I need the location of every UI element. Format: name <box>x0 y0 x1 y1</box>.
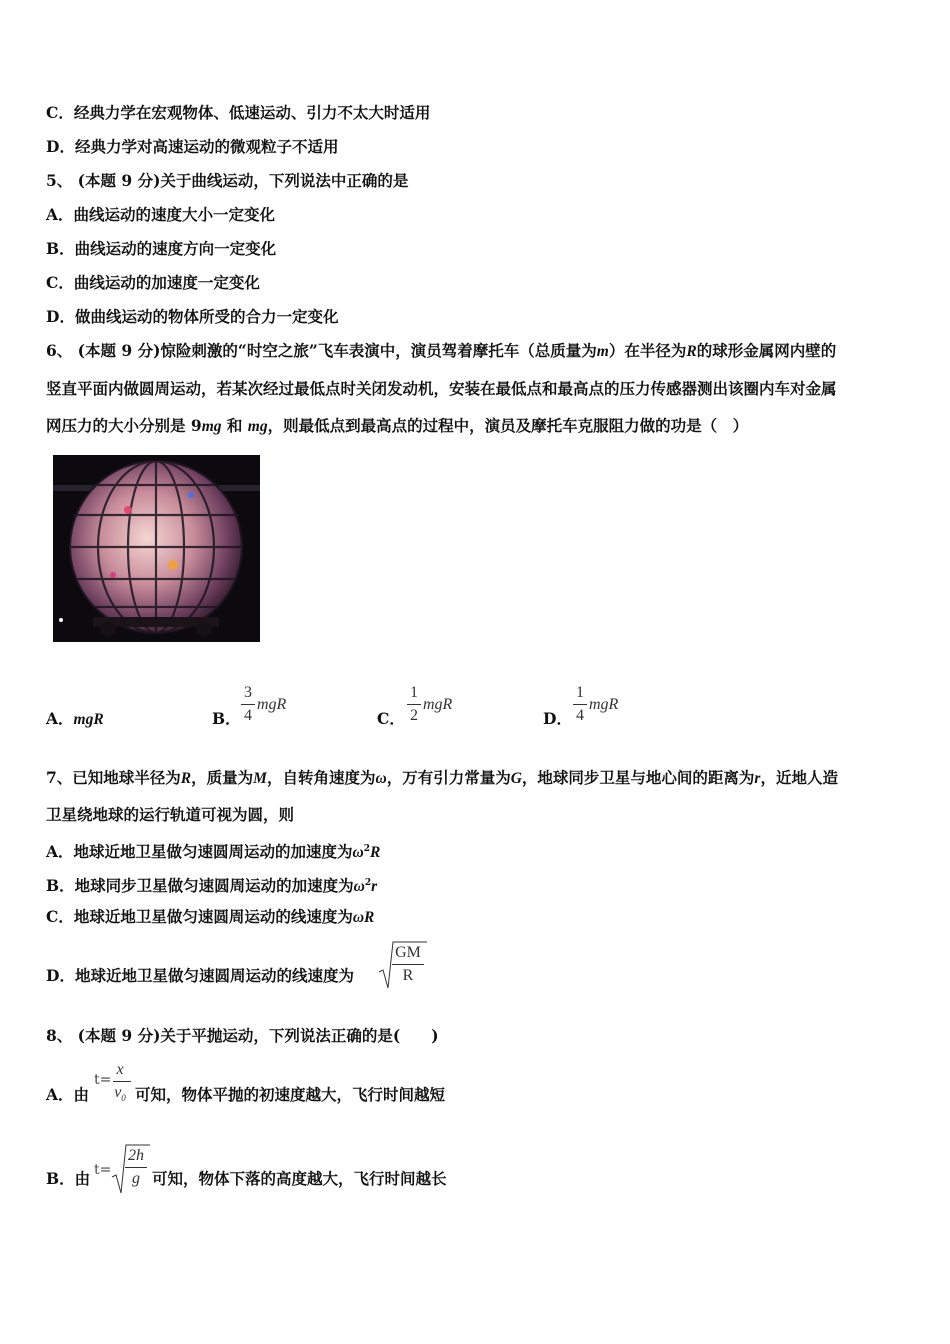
question-stem <box>46 341 836 362</box>
math-var: ωR <box>352 909 375 926</box>
formula-t: t= <box>94 1072 112 1088</box>
fraction <box>407 684 421 725</box>
numerator: x <box>116 1061 124 1078</box>
text: 7、已知地球半径为 <box>46 768 181 787</box>
math-var: R <box>686 343 697 360</box>
numerator: GM <box>395 944 421 961</box>
text: 的球形金属网内壁的 <box>696 341 837 360</box>
globe-of-death-photo <box>53 455 260 642</box>
option-line: B．曲线运动的速度方向一定变化 <box>46 239 277 258</box>
question-stem <box>46 416 748 437</box>
numerator: 3 <box>244 684 252 701</box>
math-var: G <box>510 770 522 787</box>
math-var: M <box>253 770 267 787</box>
question-stem: 5、 (本题 9 分)关于曲线运动，下列说法中正确的是 <box>46 171 409 190</box>
math-var: R <box>180 770 192 787</box>
math-var: mg <box>201 418 222 435</box>
denominator <box>113 1084 127 1103</box>
math-var: ω <box>352 844 364 862</box>
option-line: C．曲线运动的加速度一定变化 <box>46 273 260 292</box>
option-b-pre: B．由 <box>46 1169 91 1188</box>
denominator-var: v <box>114 1084 122 1101</box>
fraction <box>125 1147 147 1188</box>
math-var: ω <box>353 878 365 896</box>
text: ）在半径为 <box>608 341 687 360</box>
math-var: m <box>596 343 609 360</box>
option-d: D．地球近地卫星做匀速圆周运动的线速度为 <box>46 966 354 985</box>
text: ，万有引力常量为 <box>386 768 511 787</box>
text: ，近地人造 <box>760 768 838 787</box>
superscript: 2 <box>364 878 372 888</box>
fraction-bar <box>573 704 587 705</box>
option-a-post: 可知，物体平抛的初速度越大，飞行时间越短 <box>135 1085 446 1104</box>
option-d-tail: mgR <box>589 696 619 713</box>
math-var: mg <box>247 418 268 435</box>
fraction-bar <box>241 704 255 705</box>
fraction <box>113 1061 131 1103</box>
fraction-bar <box>392 964 424 965</box>
option-line: A．曲线运动的速度大小一定变化 <box>46 205 276 224</box>
option-b-letter: B． <box>212 709 241 728</box>
denominator: 4 <box>576 707 584 724</box>
fraction <box>241 684 255 725</box>
option-c <box>46 907 374 928</box>
option-line: D．做曲线运动的物体所受的合力一定变化 <box>46 307 339 326</box>
option-b-tail: mgR <box>257 696 287 713</box>
fraction-bar <box>113 1081 131 1082</box>
superscript: 2 <box>363 844 371 854</box>
text: ，则最低点到最高点的过程中，演员及摩托车克服阻力做的功是（ ） <box>267 416 749 435</box>
option-d-letter: D． <box>543 709 572 728</box>
numerator: 1 <box>410 684 418 701</box>
option-letter: A． <box>46 709 74 728</box>
globe-photo-image <box>53 455 260 642</box>
option-line: C．经典力学在宏观物体、低速运动、引力不太大时适用 <box>46 103 431 122</box>
text: ，自转角速度为 <box>266 768 376 787</box>
numerator: 2h <box>128 1147 144 1164</box>
subscript: 0 <box>121 1093 126 1104</box>
text: 和 <box>221 416 248 435</box>
option-a-pre: A．由 <box>46 1085 90 1104</box>
denominator: R <box>402 967 414 984</box>
denominator: g <box>132 1170 140 1187</box>
text: ，地球同步卫星与地心间的距离为 <box>521 768 755 787</box>
question-stem: 卫星绕地球的运行轨道可视为圆，则 <box>46 805 295 824</box>
denominator: 4 <box>244 707 252 724</box>
formula-t: t= <box>94 1162 112 1178</box>
option-value: mgR <box>73 711 104 728</box>
option-b <box>46 873 377 897</box>
text: B．地球同步卫星做匀速圆周运动的加速度为 <box>46 876 354 896</box>
text: A．地球近地卫星做匀速圆周运动的加速度为 <box>46 842 353 862</box>
fraction-bar <box>407 704 421 705</box>
option-c-tail: mgR <box>423 696 453 713</box>
fraction <box>573 684 587 725</box>
text: 网压力的大小分别是 9 <box>46 416 202 435</box>
option-line: D．经典力学对高速运动的微观粒子不适用 <box>46 137 339 156</box>
math-var: r <box>754 770 761 787</box>
question-stem <box>46 768 838 789</box>
fraction-bar <box>125 1167 147 1168</box>
text: 6、 (本题 9 分)惊险刺激的“时空之旅”飞车表演中，演员驾着摩托车（总质量为 <box>46 341 597 360</box>
math-var: ω <box>375 770 387 787</box>
option-a <box>46 839 380 863</box>
option-c-letter: C． <box>377 709 405 728</box>
text: ，质量为 <box>191 768 254 787</box>
math-var: R <box>370 844 381 862</box>
denominator: 2 <box>410 707 418 724</box>
question-stem: 8、 (本题 9 分)关于平抛运动，下列说法正确的是( ) <box>46 1026 439 1045</box>
numerator: 1 <box>576 684 584 701</box>
option-b-post: 可知，物体下落的高度越大，飞行时间越长 <box>152 1169 447 1188</box>
text: C．地球近地卫星做匀速圆周运动的线速度为 <box>46 907 353 926</box>
math-var: r <box>371 878 378 896</box>
option-a <box>46 709 104 730</box>
fraction <box>392 944 424 985</box>
question-stem: 竖直平面内做圆周运动，若某次经过最低点时关闭发动机，安装在最低点和最高点的压力传感器测出该圈内车对金属 <box>46 379 837 398</box>
